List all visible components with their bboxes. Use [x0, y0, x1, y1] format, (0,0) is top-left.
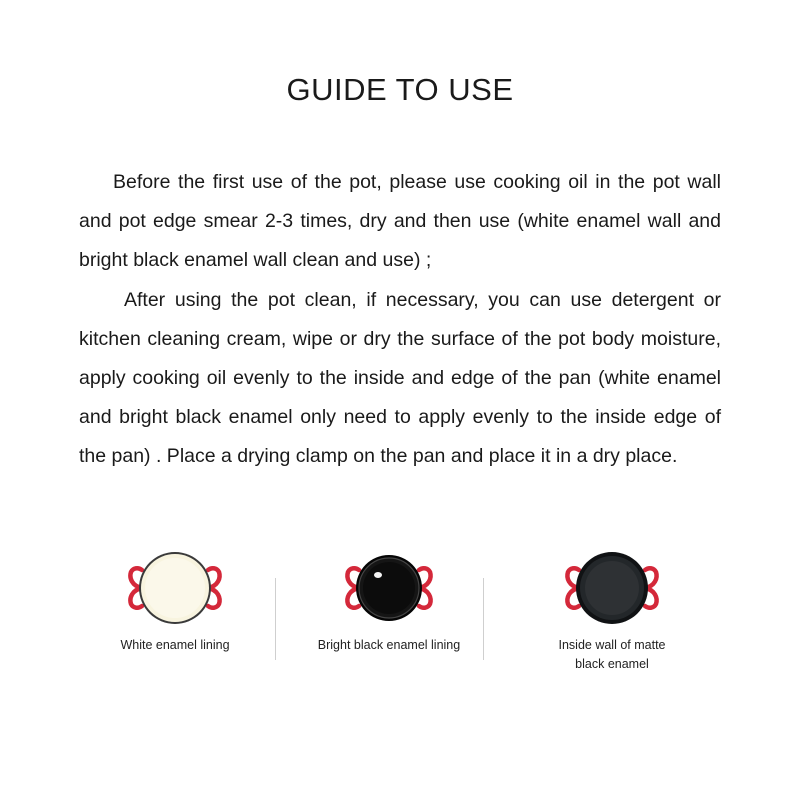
lining-white-label: White enamel lining	[120, 638, 230, 652]
matte-black-enamel-pot-icon	[557, 550, 667, 626]
paragraph-after-use: After using the pot clean, if necessary, you can use detergent or kitchen cleaning cream, wipe or dry the surface of the pot body moisture, apply cooking oil evenly to the inside and edge of the pan (white enamel and bright black enamel only need to apply evenly to the inside edge of the pan) . Place a drying clamp on the pan and place it in a dry place.	[79, 288, 721, 468]
lining-types	[0, 550, 800, 690]
instructions-text	[79, 163, 721, 477]
lining-matte-black	[512, 550, 712, 674]
divider	[483, 578, 484, 660]
divider	[275, 578, 276, 660]
page-title: GUIDE TO USE	[286, 72, 514, 107]
paragraph-first-use: Before the first use of the pot, please use cooking oil in the pot wall and pot edge smear 2-3 times, dry and then use (white enamel wall and bright black enamel wall clean and use) ;	[79, 171, 721, 272]
white-enamel-pot-icon	[120, 550, 230, 626]
lining-matte-black-label: Inside wall of matte black enamel	[558, 638, 666, 671]
lining-white	[75, 550, 275, 655]
bright-black-enamel-pot-icon	[334, 550, 444, 626]
lining-bright-black-label: Bright black enamel lining	[317, 638, 461, 652]
lining-bright-black	[289, 550, 489, 655]
